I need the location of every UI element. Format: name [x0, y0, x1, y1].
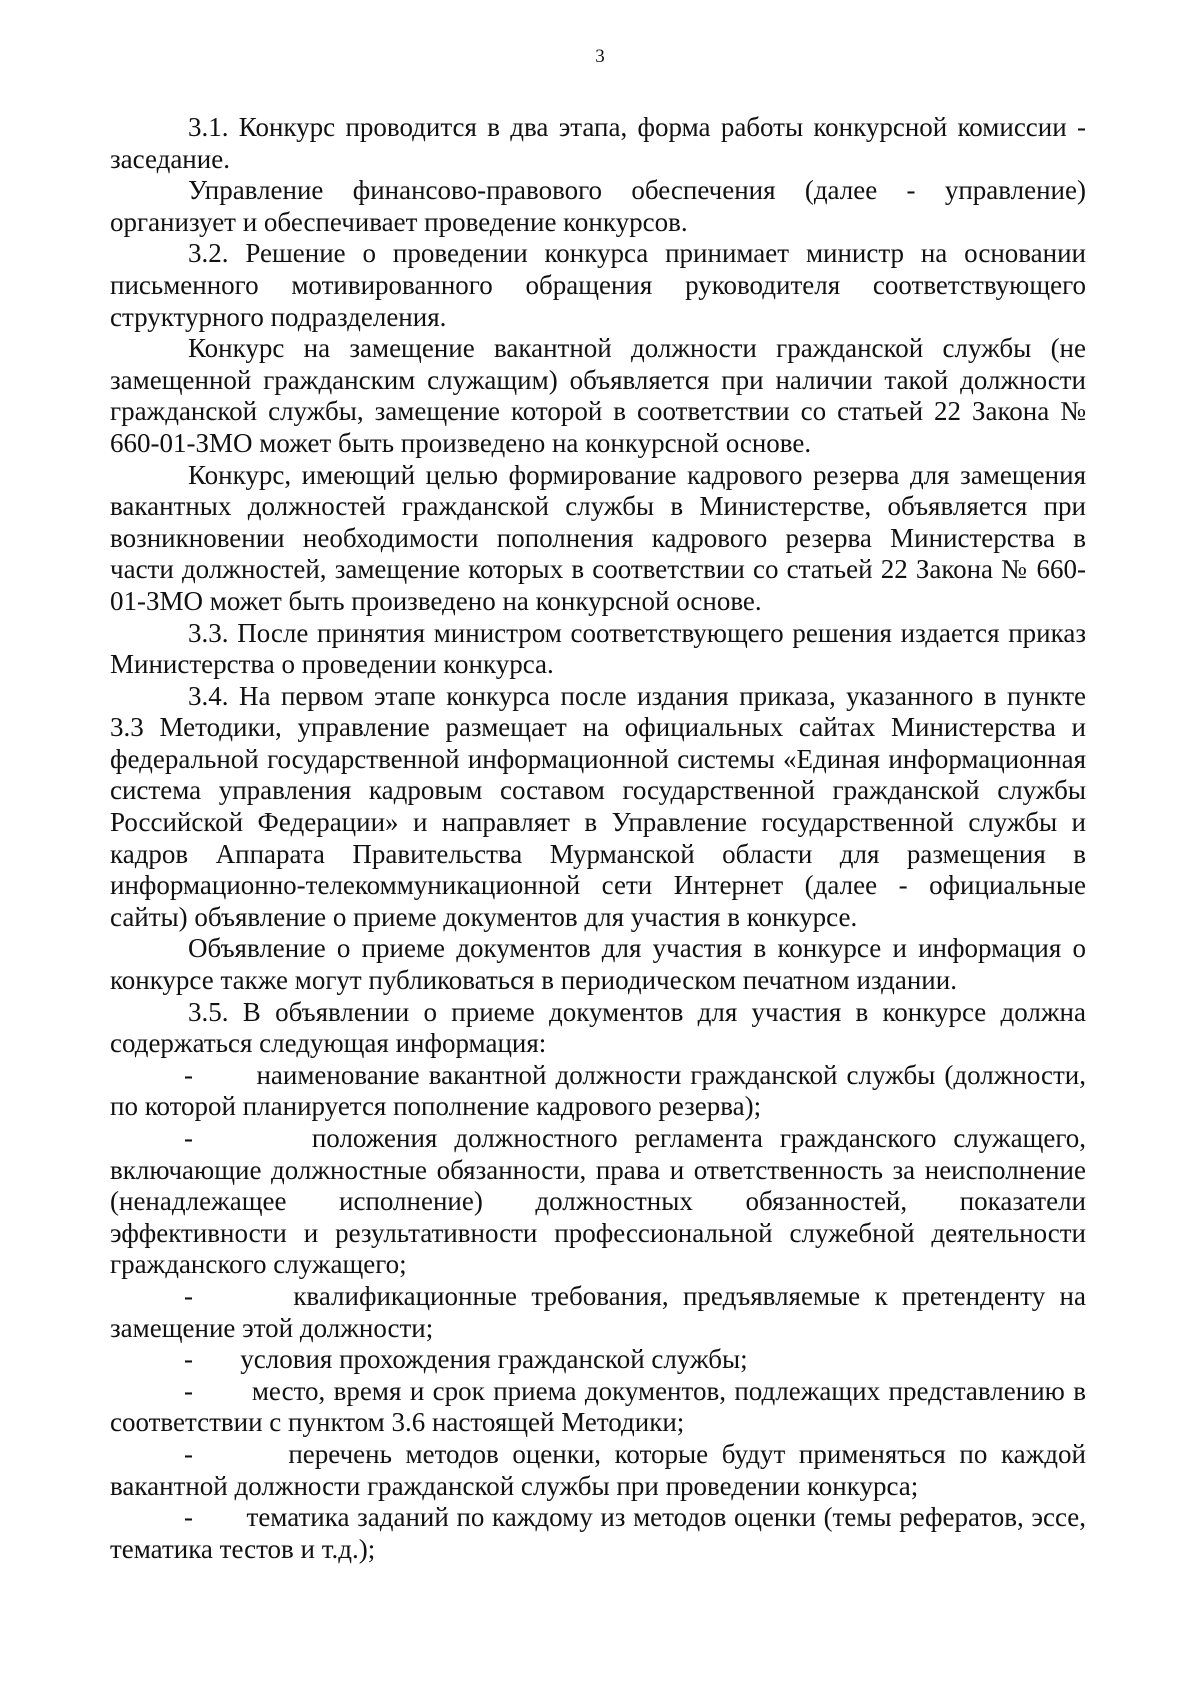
list-item: - место, время и срок приема документов, подлежащих представлению в соответствии с пунктом 3.6 настоящей Методики; — [110, 1375, 1086, 1438]
list-item: - квалификационные требования, предъявляемые к претенденту на замещение этой должности; — [110, 1280, 1086, 1343]
list-item: - тематика заданий по каждому из методов оценки (темы рефератов, эссе, тематика тестов и т.д.); — [110, 1502, 1086, 1564]
paragraph-vacancy-contest: Конкурс на замещение вакантной должности гражданской службы (не замещенной гражданским служащим) объявляется при наличии такой должности гражданской службы, замещение которой в соответствии со статьей 22 Закона № 660-01-ЗМО может быть произведено на конкурсной основе. — [110, 333, 1086, 458]
list-item: - условия прохождения гражданской службы; — [184, 1344, 748, 1375]
paragraph-management: Управление финансово-правового обеспечения (далее - управление) организует и обеспечивает проведение конкурсов. — [110, 175, 1086, 237]
paragraph-announcement: Объявление о приеме документов для участия в конкурсе и информация о конкурсе также могут публиковаться в периодическом печатном издании. — [110, 933, 1086, 996]
paragraph-3-1: 3.1. Конкурс проводится в два этапа, форма работы конкурсной комиссии - заседание. — [110, 112, 1086, 174]
list-item: - перечень методов оценки, которые будут применяться по каждой вакантной должности гражданской службы при проведении конкурса; — [110, 1438, 1086, 1501]
document-body — [110, 112, 1086, 1565]
list-item: - наименование вакантной должности гражданской службы (должности, по которой планируется пополнение кадрового резерва); — [110, 1059, 1086, 1122]
paragraph-3-3: 3.3. После принятия министром соответствующего решения издается приказ Министерства о проведении конкурса. — [110, 617, 1086, 680]
paragraph-3-4: 3.4. На первом этапе конкурса после издания приказа, указанного в пункте 3.3 Методики, управление размещает на официальных сайтах Министерства и федеральной государственной информационной системы «Единая информационная система управления кадровым составом государственной гражданской службы Российской Федерации» и направляет в Управление государственной службы и кадров Аппарата Правительства Мурманской области для размещения в информационно-телекоммуникационной сети Интернет (далее - официальные сайты) объявление о приеме документов для участия в конкурсе. — [110, 680, 1086, 932]
page-number: 3 — [595, 46, 605, 67]
paragraph-reserve-contest: Конкурс, имеющий целью формирование кадрового резерва для замещения вакантных должностей гражданской службы в Министерстве, объявляется при возникновении необходимости пополнения кадрового резерва Министерства в части должностей, замещение которых в соответствии со статьей 22 Закона № 660-01-ЗМО может быть произведено на конкурсной основе. — [110, 459, 1086, 616]
list-item: - положения должностного регламента гражданского служащего, включающие должностные обязанности, права и ответственность за неисполнение (ненадлежащее исполнение) должностных обязанностей, показатели эффективности и результативности профессиональной служебной деятельности гражданского служащего; — [110, 1123, 1086, 1280]
paragraph-3-2: 3.2. Решение о проведении конкурса принимает министр на основании письменного мотивированного обращения руководителя соответствующего структурного подразделения. — [110, 238, 1086, 332]
paragraph-3-5: 3.5. В объявлении о приеме документов для участия в конкурсе должна содержаться следующая информация: — [110, 996, 1086, 1059]
